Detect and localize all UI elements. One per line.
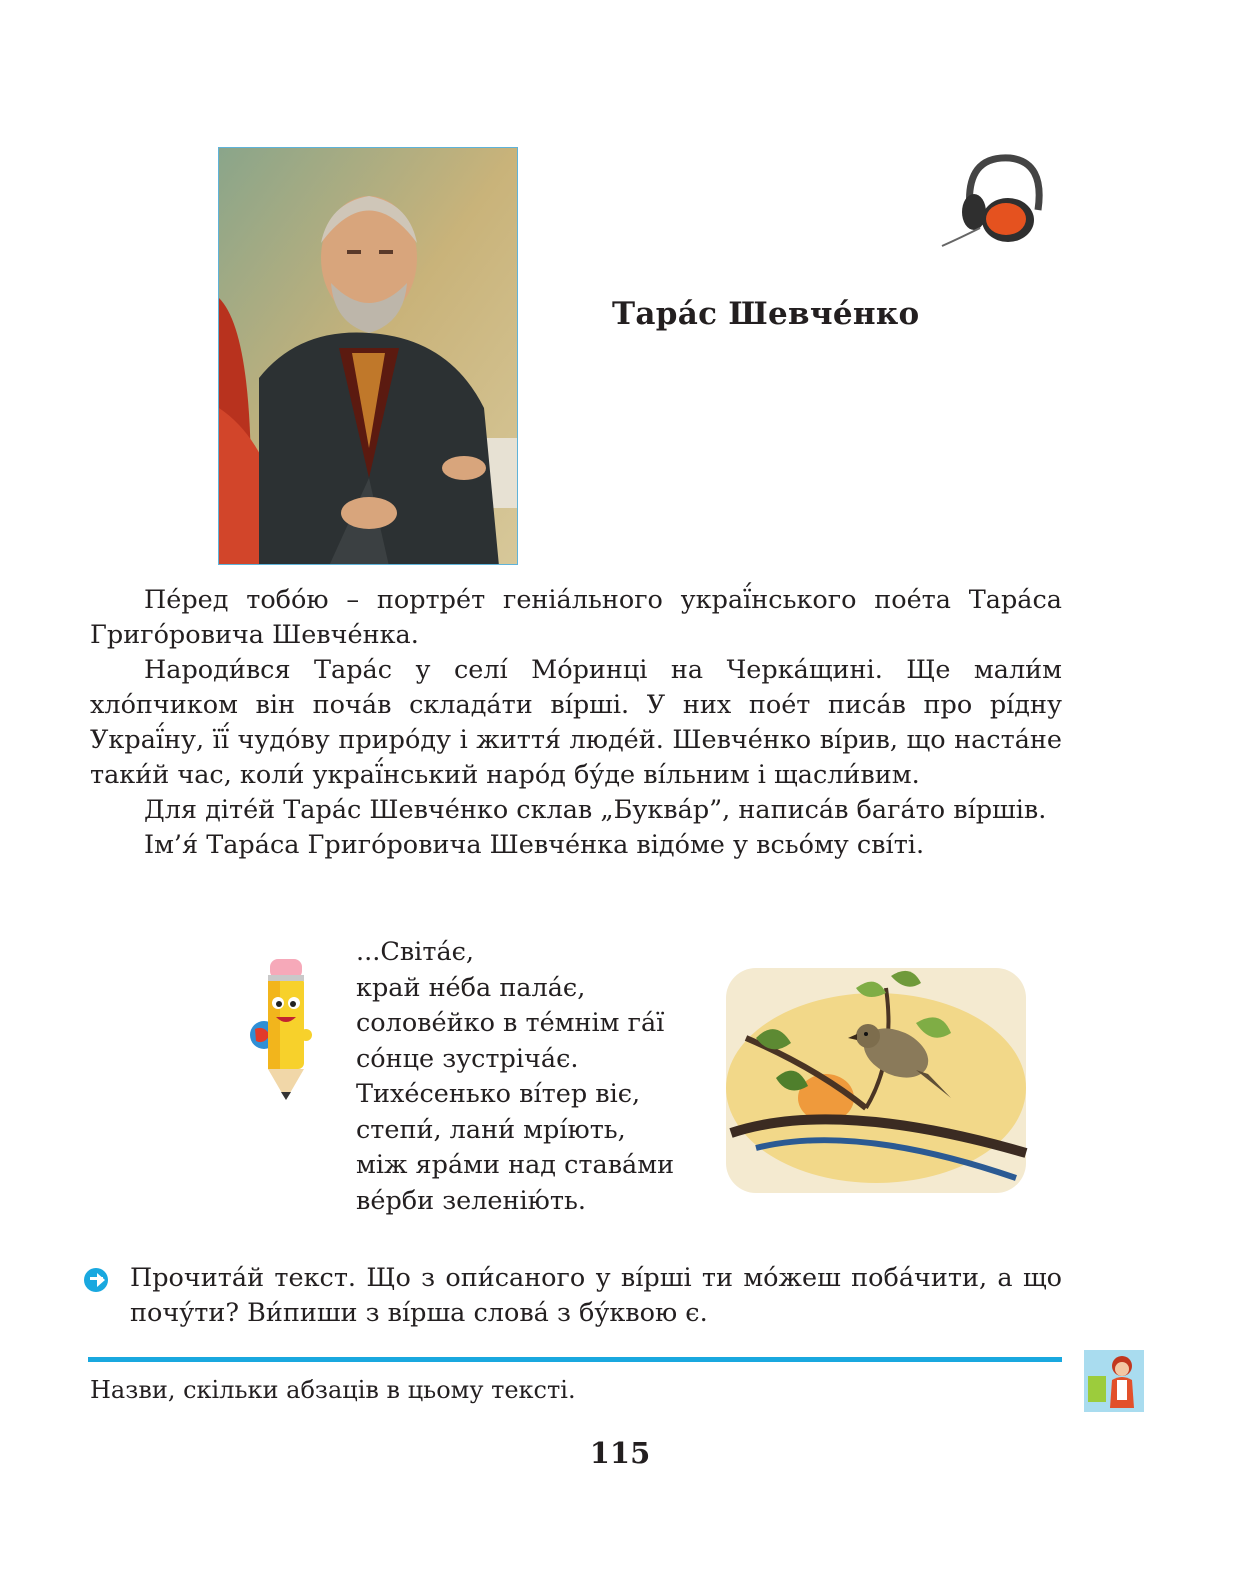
teacher-icon bbox=[1084, 1350, 1144, 1412]
footnote: Назви, скільки абзаців в цьому тексті. bbox=[90, 1376, 576, 1404]
page-title: Тара́с Шевче́нко bbox=[612, 296, 920, 332]
poem-line: со́нце зустріча́є. bbox=[356, 1043, 579, 1074]
task-text: Прочита́й текст. Що з опи́саного у ві́рші ти мо́жеш поба́чити, а що почу́ти? Ви́пиши з ві́рша слова́ з бу́квою є. bbox=[130, 1263, 1062, 1328]
task bbox=[84, 1261, 1062, 1331]
article-text bbox=[90, 583, 1062, 863]
portrait-image bbox=[218, 147, 518, 565]
poem bbox=[356, 935, 674, 1219]
poem-line: ве́рби зеленію́ть. bbox=[356, 1185, 586, 1216]
paragraph: Пе́ред тобо́ю – портре́т геніа́льного украї́нського пое́та Тара́са Григо́ровича Шевче́нка. bbox=[90, 585, 1062, 650]
poem-line: степи́, лани́ мрі́ють, bbox=[356, 1114, 626, 1145]
page-number: 115 bbox=[589, 1436, 651, 1470]
headphones-icon bbox=[940, 150, 1050, 255]
nightingale-illustration bbox=[716, 948, 1036, 1203]
poem-line: між яра́ми над става́ми bbox=[356, 1150, 675, 1180]
paragraph: Ім’я́ Тара́са Григо́ровича Шевче́нка відо́ме у всьо́му сві́ті. bbox=[144, 830, 925, 860]
pencil-mascot-icon bbox=[250, 955, 320, 1100]
poem-line: ...Світа́є, bbox=[356, 937, 475, 967]
paragraph: Народи́вся Тара́с у селі́ Мо́ринці на Черка́щині. Ще мали́м хло́пчиком він поча́в склада́ти ві́рші. У них пое́т писа́в про рі́дну Украї́ну, її́ чудо́ву приро́ду і життя́ люде́й. Шевче́нко ві́рив, що наста́не таки́й час, коли́ украї́нський наро́д бу́де ві́льним і щасли́вим. bbox=[90, 655, 1062, 790]
paragraph: Для діте́й Тара́с Шевче́нко склав „Буква́р”, написа́в бага́то ві́ршів. bbox=[144, 795, 1047, 825]
poem-line: край не́ба пала́є, bbox=[356, 972, 586, 1003]
divider bbox=[88, 1357, 1062, 1362]
task-arrow-icon bbox=[84, 1268, 108, 1292]
poem-line: Тихе́сенько ві́тер віє, bbox=[356, 1079, 641, 1109]
poem-line: солове́йко в те́мнім га́ї bbox=[356, 1008, 665, 1038]
